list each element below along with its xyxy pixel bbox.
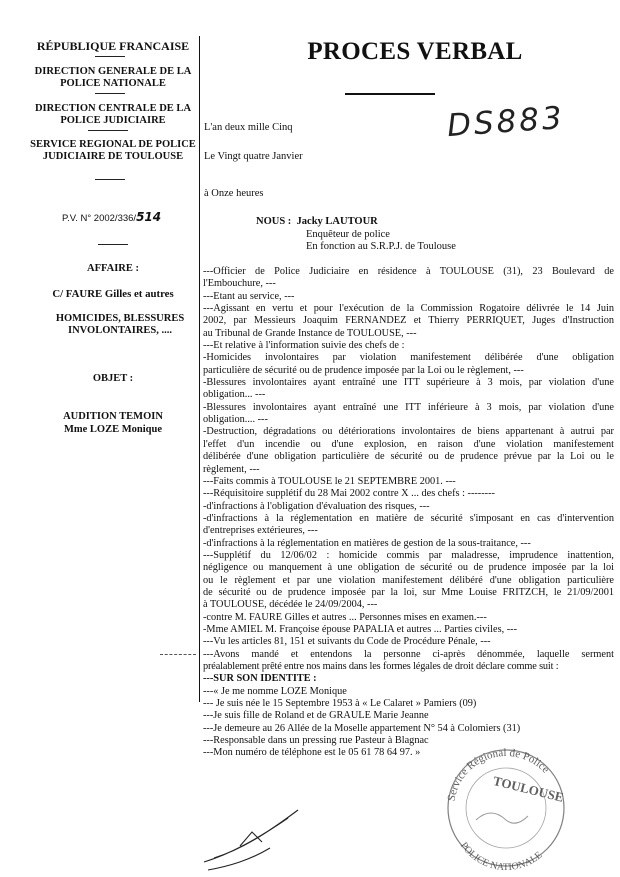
officer-name: Jacky LAUTOUR [296,216,378,227]
body-line: ---Vu les articles 81, 151 et suivants du Code de Procédure Pénale, --- [203,636,491,648]
body-line: -Homicides involontaires par violation manifestement délibérée d'une obligation [203,352,614,364]
body-line: de sécurité ou de prudence imposée par la loi, sur Mme Louise FRITZCH, le 21/09/2001 [203,586,614,598]
body-line: à TOULOUSE, décédée le 24/09/2004, --- [203,599,378,611]
handwritten-reference: DS883 [445,99,566,145]
identity-line: ---Je suis fille de Roland et de GRAULE Marie Jeanne [203,710,429,722]
header-divider [95,179,125,180]
body-line: -d'infractions à la réglementation en matière de sécurité s'imposant en cas d'intervention [203,512,614,524]
stamp-top-text: Service Régional de Police [445,746,552,803]
header-divider [95,56,125,57]
body-line: ---Avons mandé et entendons la personne ci-après dénommée, laquelle serment [203,648,614,660]
body-line: 2002, par Messieurs Joaquim FERNANDEZ et Thierry PERRIQUET, Juges d'Instruction [203,315,614,327]
identity-line: ---Responsable dans un pressing rue Pasteur à Blagnac [203,735,429,747]
pv-number-label: P.V. N° [62,213,92,224]
body-line: ---Réquisitoire supplétif du 28 Mai 2002 contre X ... des chefs : -------- [203,488,495,500]
body-line: ---Et relative à l'information suivie des chefs de : [203,340,405,352]
body-line: ---Faits commis à TOULOUSE le 21 SEPTEMBRE 2001. --- [203,475,456,487]
document-title: PROCES VERBAL [307,38,523,65]
time: à Onze heures [204,188,264,199]
body-line: d'entreprises extérieures, --- [203,525,318,537]
dc-pj-header: DIRECTION CENTRALE DE LA POLICE JUDICIAIRE [34,103,192,126]
body-line: ---Agissant en vertu et pour l'exécution de la Commission Rogatoire délivrée le 14 Juin [203,303,614,315]
objet-value-line1: AUDITION TEMOIN [63,411,163,422]
identity-line: ---Mon numéro de téléphone est le 05 61 78 64 97. » [203,747,421,759]
body-line: particulière de sécurité ou de prudence imposée par la Loi ou le règlement, --- [203,364,524,376]
identity-heading: ---SUR SON IDENTITE : [203,673,317,685]
body-line: -d'infractions à la réglementation en matières de gestion de la sous-traitance, --- [203,537,531,549]
pv-number-value: 2002/336/ [93,213,137,224]
margin-mark [160,654,196,655]
body-line: -d'infractions à l'obligation d'évaluation des risques, --- [203,500,430,512]
affaire-label: AFFAIRE : [86,263,139,274]
body-line: préalablement prêté entre nos mains dans les formes légales de droit déclare comme suit : [203,661,559,672]
objet-value-line2: Mme LOZE Monique [63,424,162,435]
republique-header: RÉPUBLIQUE FRANCAISE [36,39,190,53]
body-line: -Destruction, dégradations ou détériorations involontaires de biens appartenant à autrui par [203,426,614,438]
body-line: l'effet d'un incendie ou d'une explosion, en raison d'une violation manifestement [203,438,614,450]
identity-line: --- Je suis née le 15 Septembre 1953 à « Le Calaret » Pamiers (09) [203,698,477,710]
body-line: -Mme AMIEL M. Françoise épouse PAPALIA et autres ... Parties civiles, --- [203,623,518,635]
official-stamp [432,728,577,873]
body-line: -Blessures involontaires ayant entraîné une ITT inférieure à 3 mois, par violation d'une [203,401,614,413]
body-line: obligation... --- [203,389,266,401]
body-line: -contre M. FAURE Gilles et autres ... Personnes mises en examen.--- [203,611,487,623]
body-line: ---Officier de Police Judiciaire en résidence à TOULOUSE (31), 23 Boulevard de [203,266,614,277]
srpj-header: SERVICE REGIONAL DE POLICE JUDICIAIRE DE TOULOUSE [30,139,196,162]
body-line: négligence ou manquement à une obligation de sécurité ou de prudence imposée par la loi [203,562,614,574]
header-divider [95,93,125,94]
body-line: obligation.... --- [203,414,268,426]
signature [200,800,305,875]
body-line: ou le règlement et par une violation manifestement délibéré d'une obligation particulière [203,574,614,586]
dg-police-header: DIRECTION GENERALE DE LA POLICE NATIONALE [34,66,192,89]
stamp-center-text: TOULOUSE [491,772,566,805]
body-line: délibérée d'une obligation particulière de sécurité ou de prudence prévue par la Loi ou le [203,451,614,463]
identity-line: ---« Je me nomme LOZE Monique [203,685,347,697]
header-divider [88,130,128,131]
affaire-parties: C/ FAURE Gilles et autres [52,288,174,300]
column-divider [199,36,200,702]
pv-number-handwritten: 514 [136,210,162,224]
officer-unit: En fonction au S.R.P.J. de Toulouse [306,241,456,252]
svg-text:POLICE NATIONALE [458,840,545,873]
identity-line: ---Je demeure au 26 Allée de la Moselle appartement N° 54 à Colomiers (31) [203,722,521,734]
body-line: ---Etant au service, --- [203,290,295,302]
body-line: règlement, --- [203,463,260,475]
body-line: ---Supplétif du 12/06/02 : homicide commis par maladresse, imprudence inattention, [203,549,614,561]
date-day: Le Vingt quatre Janvier [204,151,303,162]
nous-label: NOUS : [256,216,292,227]
date-year: L'an deux mille Cinq [204,122,293,133]
pv-body [203,266,614,760]
pv-number [62,210,161,224]
objet-label: OBJET : [92,373,134,384]
stamp-bottom-text: POLICE NATIONALE [457,840,545,873]
affaire-charges: HOMICIDES, BLESSURES INVOLONTAIRES, .... [55,313,185,336]
officer-role: Enquêteur de police [306,228,390,240]
body-line: l'Embouchure, --- [203,278,276,290]
body-line: au Tribunal de Grande Instance de TOULOUSE, --- [203,327,417,339]
title-underline [345,93,435,95]
pv-divider [98,244,128,245]
nous-block [256,216,456,254]
body-line: -Blessures involontaires ayant entraîné une ITT supérieure à 3 mois, par violation d'une [203,377,614,389]
